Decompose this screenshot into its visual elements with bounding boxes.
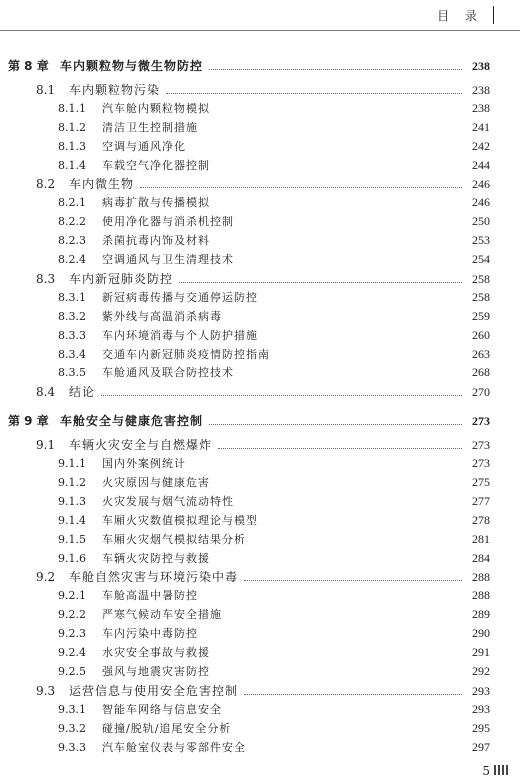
toc-entry-sub[interactable] (0, 138, 490, 154)
toc-entry-sub[interactable] (0, 100, 490, 116)
toc-entry-sub[interactable] (0, 720, 490, 736)
toc-entry-sub[interactable] (0, 474, 490, 490)
toc-title: 智能车网络与信息安全 (102, 702, 222, 716)
toc-entry-sub[interactable] (0, 493, 490, 509)
toc-page-number: 297 (472, 739, 490, 754)
toc-page-number: 273 (472, 438, 490, 453)
toc-title: 车内新冠肺炎防控 (69, 271, 174, 286)
toc-title: 结论 (69, 385, 96, 400)
toc-title: 病毒扩散与传播模拟 (102, 196, 210, 210)
toc-title: 清洁卫生控制措施 (102, 120, 198, 134)
toc-number: 9.1.2 (58, 475, 86, 489)
toc-title: 车厢火灾烟气模拟结果分析 (102, 532, 246, 546)
toc-title: 车舱自然灾害与环境污染中毒 (69, 570, 239, 585)
dot-leader (244, 693, 462, 695)
toc-title: 新冠病毒传播与交通停运防控 (102, 290, 258, 304)
header-rule (0, 30, 520, 31)
toc-number: 8.3 (36, 271, 56, 286)
header-title: 目 录 (437, 8, 483, 23)
toc-entry-sub[interactable] (0, 550, 490, 566)
toc-number: 9.1 (36, 438, 56, 453)
toc-page-number: 292 (472, 663, 490, 678)
toc-page-number: 291 (472, 645, 490, 659)
toc-page-number: 278 (472, 512, 490, 527)
toc-number: 9.2.4 (58, 646, 86, 659)
toc-page-number: 258 (472, 271, 490, 286)
page-number: 5 (482, 764, 490, 778)
toc-page-number: 238 (472, 82, 490, 97)
toc-page-number: 281 (472, 531, 490, 546)
toc-title: 严寒气候动车安全措施 (102, 608, 222, 622)
toc-title: 车内颗粒物与微生物防控 (60, 59, 204, 73)
toc-entry-sec[interactable] (0, 175, 490, 192)
toc-title: 水灾安全事故与救援 (102, 646, 210, 659)
edge-marks (494, 765, 508, 775)
toc-page-number: 250 (472, 214, 490, 229)
toc-title: 车辆火灾防控与救援 (102, 551, 210, 565)
toc-number: 第 8 章 (8, 59, 49, 73)
toc-title: 车辆火灾安全与自燃爆炸 (69, 438, 213, 453)
toc-entry-sub[interactable] (0, 346, 490, 362)
toc-number: 8.4 (36, 385, 56, 400)
toc-title: 火灾发展与烟气流动特性 (102, 494, 234, 508)
toc-title: 车内污染中毒防控 (102, 627, 198, 641)
toc-page-number: 284 (472, 550, 490, 565)
toc-number: 9.3 (36, 683, 56, 698)
toc-page-number: 290 (472, 626, 490, 641)
toc-number: 9.3.3 (58, 740, 86, 754)
toc-page-number: 254 (472, 252, 490, 266)
toc-page-number: 275 (472, 474, 490, 489)
toc-number: 8.1 (36, 82, 56, 97)
toc-number: 9.2.3 (58, 627, 86, 641)
toc-title: 紫外线与高温消杀病毒 (102, 309, 222, 323)
toc-page-number: 293 (472, 683, 490, 698)
toc-number: 9.2.1 (58, 589, 86, 603)
toc-number: 9.1.1 (58, 457, 86, 470)
toc-title: 车内微生物 (69, 177, 135, 192)
toc-entry-sub[interactable] (0, 327, 490, 343)
toc-number: 8.2 (36, 177, 56, 192)
toc-entry-sub[interactable] (0, 308, 490, 324)
toc-number: 9.3.1 (58, 702, 86, 716)
dot-leader (209, 423, 462, 425)
toc-entry-sub[interactable] (0, 739, 490, 755)
toc-number: 9.2.5 (58, 664, 86, 678)
page-footer (0, 760, 520, 783)
toc-entry-chap[interactable] (0, 57, 490, 74)
toc-number: 9.1.6 (58, 551, 86, 565)
toc-title: 空调与通风净化 (102, 139, 186, 153)
toc-entry-sub[interactable] (0, 625, 490, 641)
toc-entry-sec[interactable] (0, 270, 490, 287)
toc-title: 使用净化器与消杀机控制 (102, 215, 234, 229)
toc-entry-sub[interactable] (0, 157, 490, 173)
toc-title: 杀菌抗毒内饰及材料 (102, 234, 210, 248)
toc-title: 国内外案例统计 (102, 457, 186, 470)
toc-page-number: 238 (472, 59, 490, 73)
toc-entry-sub[interactable] (0, 512, 490, 528)
toc-number: 8.3.4 (58, 347, 86, 361)
toc-number: 8.1.3 (58, 139, 86, 153)
toc-entry-sec[interactable] (0, 383, 490, 400)
toc-number: 8.3.3 (58, 328, 86, 342)
toc-title: 车舱通风及联合防控技术 (102, 366, 234, 380)
toc-entry-sub[interactable] (0, 364, 490, 380)
toc-number: 第 9 章 (8, 414, 49, 429)
toc-title: 车载空气净化器控制 (102, 158, 210, 172)
toc-entry-sub[interactable] (0, 232, 490, 248)
toc-title: 汽车舱内颗粒物模拟 (102, 101, 210, 115)
dot-leader (179, 281, 462, 283)
toc-page-number: 273 (472, 414, 490, 429)
toc-title: 车内环境消毒与个人防护措施 (102, 328, 258, 342)
toc-number: 9.1.3 (58, 494, 86, 508)
toc-number: 9.1.5 (58, 532, 86, 546)
toc-page-number: 288 (472, 588, 490, 603)
toc-page-number: 242 (472, 138, 490, 153)
toc-page-number: 273 (472, 456, 490, 470)
toc-entry-chap[interactable] (0, 412, 490, 429)
toc-entry-sub[interactable] (0, 531, 490, 547)
toc-page-number: 244 (472, 157, 490, 172)
toc-entry-sub[interactable] (0, 289, 490, 305)
toc-number: 9.3.2 (58, 721, 86, 735)
toc-number: 8.3.2 (58, 309, 86, 323)
toc-entry-sub[interactable] (0, 119, 490, 135)
toc-title: 运营信息与使用安全危害控制 (69, 683, 239, 698)
toc-title: 车舱高温中暑防控 (102, 589, 198, 603)
toc-number: 8.1.2 (58, 120, 86, 134)
toc-entry-sub[interactable] (0, 213, 490, 229)
toc-entry-sec[interactable] (0, 682, 490, 699)
toc-title: 车厢火灾数值模拟理论与模型 (102, 513, 258, 527)
dot-leader (218, 447, 462, 449)
toc-title: 汽车舱室仪表与零部件安全 (102, 740, 246, 754)
toc-number: 8.2.4 (58, 253, 86, 266)
header-divider (493, 6, 494, 24)
toc-entry-sec[interactable] (0, 81, 490, 98)
toc-page-number: 246 (472, 195, 490, 210)
toc-title: 车舱安全与健康危害控制 (60, 414, 204, 429)
dot-leader (101, 394, 462, 396)
toc-title: 火灾原因与健康危害 (102, 475, 210, 489)
toc-title: 强风与地震灾害防控 (102, 664, 210, 678)
toc-entry-sub[interactable] (0, 251, 490, 267)
toc-number: 8.2.2 (58, 215, 86, 229)
toc-number: 8.1.1 (58, 101, 86, 115)
toc-title: 空调通风与卫生清理技术 (102, 253, 234, 266)
dot-leader (209, 68, 462, 70)
toc-page-number: 268 (472, 365, 490, 380)
toc-page-number: 263 (472, 346, 490, 361)
toc-page-number: 293 (472, 701, 490, 716)
toc-page-number: 258 (472, 289, 490, 304)
toc-number: 8.2.3 (58, 234, 86, 248)
toc-page-number: 238 (472, 100, 490, 115)
toc-number: 8.1.4 (58, 158, 86, 172)
toc-entry-sec[interactable] (0, 436, 490, 453)
toc-number: 9.2.2 (58, 608, 86, 622)
toc-page-number: 288 (472, 570, 490, 585)
toc-entry-sub[interactable] (0, 701, 490, 717)
dot-leader (166, 92, 462, 94)
toc-entry-sub[interactable] (0, 455, 490, 471)
toc-page-number: 295 (472, 720, 490, 735)
toc-page-number: 253 (472, 233, 490, 248)
toc-number: 9.2 (36, 570, 56, 585)
toc-entry-sub[interactable] (0, 663, 490, 679)
toc-entry-sub[interactable] (0, 194, 490, 210)
toc-title: 车内颗粒物污染 (69, 82, 161, 97)
toc-page-number: 246 (472, 177, 490, 192)
toc-page-number: 289 (472, 607, 490, 622)
toc-entry-sub[interactable] (0, 606, 490, 622)
toc-page-number: 260 (472, 327, 490, 342)
toc-number: 8.3.1 (58, 290, 86, 304)
dot-leader (140, 186, 462, 188)
toc-entry-sub[interactable] (0, 587, 490, 603)
toc-page-number: 259 (472, 308, 490, 323)
dot-leader (244, 579, 462, 581)
toc-entry-sub[interactable] (0, 644, 490, 660)
toc-number: 8.2.1 (58, 196, 86, 210)
toc-entry-sec[interactable] (0, 568, 490, 585)
toc-title: 碰撞/脱轨/追尾安全分析 (102, 721, 232, 735)
toc-title: 交通车内新冠肺炎疫情防控指南 (102, 347, 270, 361)
toc-number: 9.1.4 (58, 513, 86, 527)
toc-page-number: 241 (472, 119, 490, 134)
toc-number: 8.3.5 (58, 366, 86, 380)
toc-page-number: 270 (472, 385, 490, 400)
toc-page-number: 277 (472, 493, 490, 508)
